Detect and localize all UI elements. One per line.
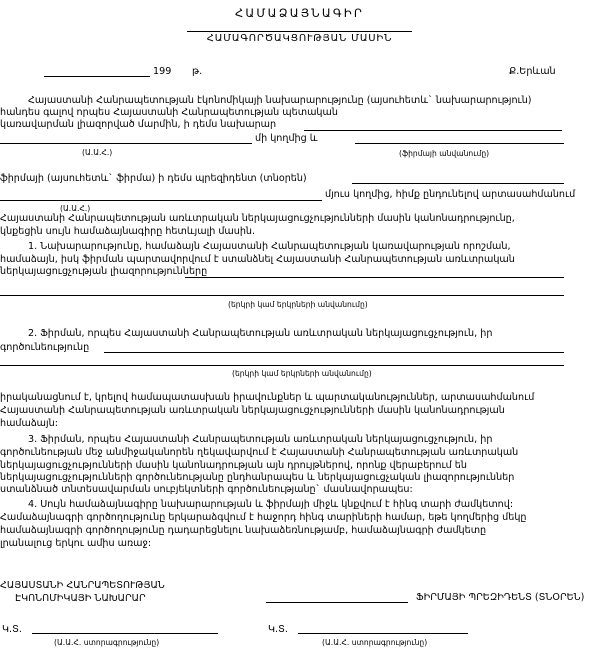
seal-right: Կ.Տ. bbox=[268, 624, 288, 635]
intro-line-7: Հայաստանի Հանրապետության առևտրական ներկայացուցչությունների մասին կանոնադրությունը, bbox=[0, 213, 515, 224]
document-subtitle: ՀԱՄԱԳՈՐԾԱԿՑՈՒԹՅԱՆ ՄԱՍԻՆ bbox=[206, 33, 393, 44]
intro-line-6: մյուս կողմից, հիմք ընդունելով արտասահմանում bbox=[325, 189, 576, 200]
intro-line-4: մի կողմից և bbox=[255, 133, 318, 144]
body-line-2: Հայաստանի Հանրապետության առևտրական ներկայացուցչությունների մասին կանոնադրության bbox=[0, 405, 505, 416]
title-underline bbox=[187, 31, 412, 32]
president-signature-blank bbox=[266, 602, 408, 603]
para1-blank-1 bbox=[185, 277, 564, 278]
left-signature-blank bbox=[32, 633, 218, 634]
intro-line-5: ֆիրմայի (այսուհետև` ֆիրմա) ի դեմս պրեզիդենտ (տնօրեն) bbox=[0, 173, 307, 184]
caption-name: (Ա.Ա.Հ.) bbox=[82, 148, 113, 157]
signatory-left-title-2: ԷԿՈՆՈՄԻԿԱՅԻ ՆԱԽԱՐԱՐ bbox=[15, 593, 146, 604]
para1-blank-2 bbox=[0, 295, 564, 296]
year-suffix: թ. bbox=[192, 66, 203, 77]
para2-line-1: 2. Ֆիրման, որպես Հայաստանի Հանրապետության առևտրական ներկայացուցչություն, իր bbox=[28, 328, 493, 339]
signatory-right-title: ՖԻՐՄԱՅԻ ՊՐԵԶԻԴԵՆՏ (ՏՆՕՐԵՆ) bbox=[416, 592, 585, 603]
intro-line-2: հանդես գալով որպես Հայաստանի Հանրապետության պետական bbox=[0, 107, 338, 118]
para4-line-2: Համաձայնագրի գործողությունը երկարաձգվում է հաջորդ հինգ տարիների համար, եթե կողմերից մեկը bbox=[0, 512, 527, 523]
city-label: Ք.Երևան bbox=[509, 66, 556, 77]
document-title: ՀԱՄԱՁԱՅՆԱԳԻՐ bbox=[234, 6, 365, 20]
caption-firm-name: (ֆիրմայի անվանումը) bbox=[399, 149, 490, 158]
firm-name-blank bbox=[355, 143, 564, 144]
para1-line-2: համաձայն, իսկ ֆիրման պարտավորվում է ստանձնել Հայաստանի Հանրապետության առևտրական bbox=[0, 254, 515, 265]
para4-line-1: 4. Սույն համաձայնագիրը նախարարության և ֆիրմայի միջև կնքվում է հինգ տարի ժամկետով: bbox=[28, 499, 514, 510]
president-name-blank bbox=[352, 183, 564, 184]
para2-line-2: գործունեությունը bbox=[0, 342, 90, 353]
intro-line-1: Հայաստանի Հանրապետության էկոնոմիկայի նախարարությունը (այսուհետև` նախարարություն) bbox=[28, 95, 532, 106]
date-blank bbox=[44, 76, 150, 77]
para4-line-3: համաձայնագրի գործողությունը դադարեցնելու նախաձեռնությամբ, համաձայնագրի ժամկետը bbox=[0, 525, 487, 536]
seal-left: Կ.Տ. bbox=[2, 624, 22, 635]
para1-caption: (երկրի կամ երկրների անվանումը) bbox=[228, 300, 368, 309]
para4-line-4: լրանալուց երկու ամիս առաջ: bbox=[0, 538, 152, 549]
right-signature-blank bbox=[298, 633, 468, 634]
body-line-1: իրականացնում է, կրելով համապատասխան իրավունքներ և պարտականություններ, արտասահմանում bbox=[0, 392, 535, 403]
caption-right-signature: (Ա.Ա.Հ. ստորագրությունը) bbox=[322, 638, 428, 647]
intro-line-3: կառավարման լիազորված մարմին, ի դեմս նախարար bbox=[0, 119, 277, 130]
para3-line-5: ստանձնած տնտեսավարման սուբյեկտների գործունեությանը` մասնավորապես: bbox=[0, 484, 413, 495]
year-value: 199 bbox=[153, 66, 172, 77]
para3-line-3: ներկայացուցչությունների մասին կանոնադրության այն դրույթներով, որոնք վերաբերում են bbox=[0, 460, 467, 471]
caption-name-2: (Ա.Ա.Հ.) bbox=[60, 204, 91, 213]
para3-line-4: ներկայացուցչությունների գործունեությանը ընդհանրապես և ներկայացուցչական լիազորություններ bbox=[0, 472, 515, 483]
caption-left-signature: (Ա.Ա.Հ. ստորագրությունը) bbox=[54, 638, 160, 647]
para2-blank-2 bbox=[0, 365, 564, 366]
president-name-blank-2 bbox=[0, 200, 322, 201]
minister-name-blank-2 bbox=[0, 143, 252, 144]
para2-blank-1 bbox=[104, 352, 564, 353]
para1-line-3: ներկայացուցչության լիազորությունները bbox=[0, 266, 208, 277]
para3-line-1: 3. Ֆիրման, որպես Հայաստանի Հանրապետության առևտրական ներկայացուցչություն, իր bbox=[28, 434, 493, 445]
signatory-left-title-1: ՀԱՅԱՍՏԱՆԻ ՀԱՆՐԱՊԵՏՈՒԹՅԱՆ bbox=[0, 580, 165, 591]
body-line-3: համաձայն: bbox=[0, 418, 58, 429]
para3-line-2: գործունեության մեջ անմիջականորեն ղեկավարվում է Հայաստանի Հանրապետության առևտրական bbox=[0, 447, 519, 458]
intro-line-8: կնքեցին սույն համաձայնագիրը հետևյալի մասին. bbox=[0, 226, 256, 237]
para2-caption: (երկրի կամ երկրների անվանումը) bbox=[232, 369, 372, 378]
para1-line-1: 1. Նախարարությունը, համաձայն Հայաստանի Հանրապետության կառավարության որոշման, bbox=[28, 241, 511, 252]
minister-name-blank bbox=[304, 130, 562, 131]
